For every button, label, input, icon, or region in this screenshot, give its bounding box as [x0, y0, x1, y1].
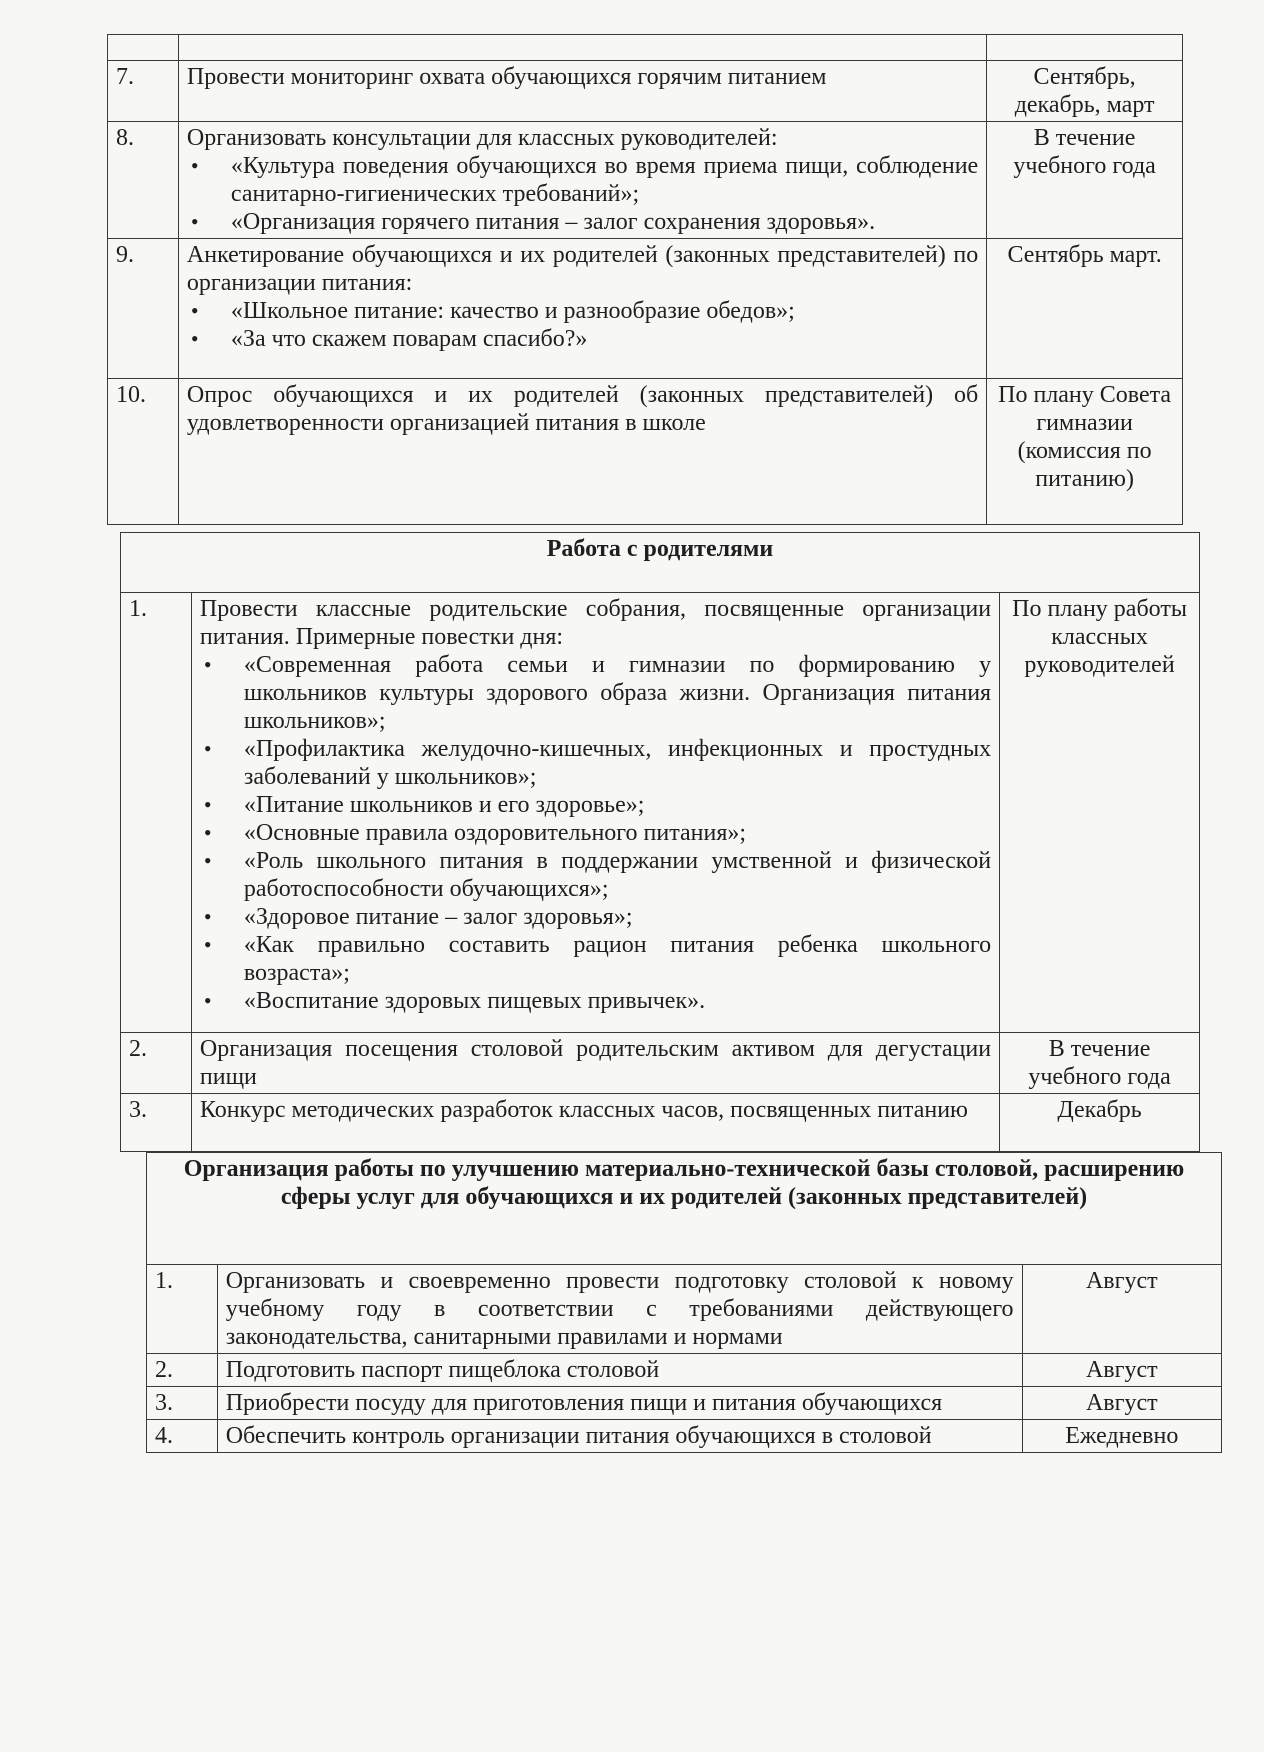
row-number: 3. [147, 1387, 218, 1420]
table-row [108, 379, 1183, 525]
row-term: По плану Совета гимназии (комиссия по питанию) [987, 379, 1183, 525]
list-item: • «Профилактика желудочно-кишечных, инфекционных и простудных заболеваний у школьников»; [244, 735, 991, 791]
table-row [147, 1354, 1222, 1387]
bullet-list [200, 651, 991, 1015]
row-number: 1. [147, 1265, 218, 1354]
table-row [147, 1387, 1222, 1420]
list-item: • «Современная работа семьи и гимназии по формированию у школьников культуры здорового образа жизни. Организация питания школьников»; [244, 651, 991, 735]
table-row [108, 61, 1183, 122]
row-term: По плану работы классных руководителей [1000, 593, 1200, 1033]
row-number: 7. [108, 61, 179, 122]
base-table [146, 1152, 1222, 1453]
list-item: • «За что скажем поварам спасибо?» [231, 325, 978, 353]
bullet-list [187, 297, 978, 353]
table-row [147, 1420, 1222, 1453]
bullet-list [187, 152, 978, 236]
table-row [121, 593, 1200, 1033]
row-term: Август [1022, 1387, 1221, 1420]
plan-table-continued [107, 34, 1183, 525]
row-term: Сентябрь март. [987, 239, 1183, 379]
row-text: Организовать и своевременно провести подготовку столовой к новому учебному году в соответствии с требованиями действующего законодательства, санитарными правилами и нормами [217, 1265, 1022, 1354]
row-number: 9. [108, 239, 179, 379]
row-number: 1. [121, 593, 192, 1033]
row-intro: Провести классные родительские собрания, посвященные организации питания. Примерные повестки дня: [199, 596, 992, 650]
row-text: Опрос обучающихся и их родителей (законных представителей) об удовлетворенности организацией питания в школе [178, 379, 986, 525]
row-number: 2. [147, 1354, 218, 1387]
row-term: Ежедневно [1022, 1420, 1221, 1453]
list-item: • «Воспитание здоровых пищевых привычек». [244, 987, 991, 1015]
row-text [178, 122, 986, 239]
row-number: 3. [121, 1094, 192, 1152]
list-item: • «Школьное питание: качество и разнообразие обедов»; [231, 297, 978, 325]
list-item: • «Культура поведения обучающихся во время приема пищи, соблюдение санитарно-гигиенических требований»; [231, 152, 978, 208]
list-item: • «Как правильно составить рацион питания ребенка школьного возраста»; [244, 931, 991, 987]
row-term: В течение учебного года [1000, 1033, 1200, 1094]
row-text [178, 239, 986, 379]
list-item: • «Роль школьного питания в поддержании умственной и физической работоспособности обучающихся»; [244, 847, 991, 903]
table-row [108, 239, 1183, 379]
row-text: Организация посещения столовой родительским активом для дегустации пищи [191, 1033, 999, 1094]
row-text: Конкурс методических разработок классных часов, посвященных питанию [191, 1094, 999, 1152]
table-row [108, 122, 1183, 239]
row-term: В течение учебного года [987, 122, 1183, 239]
row-number: 4. [147, 1420, 218, 1453]
list-item: • «Основные правила оздоровительного питания»; [244, 819, 991, 847]
list-item: • «Здоровое питание – залог здоровья»; [244, 903, 991, 931]
row-intro: Анкетирование обучающихся и их родителей (законных представителей) по организации питания: [186, 242, 979, 296]
section-header-row [147, 1153, 1222, 1265]
parents-table [120, 532, 1200, 1152]
row-intro: Организовать консультации для классных руководителей: [186, 125, 778, 151]
list-item: • «Организация горячего питания – залог сохранения здоровья». [231, 208, 978, 236]
table-row [121, 1094, 1200, 1152]
row-text: Провести мониторинг охвата обучающихся горячим питанием [178, 61, 986, 122]
row-text: Подготовить паспорт пищеблока столовой [217, 1354, 1022, 1387]
section-header-row [121, 533, 1200, 593]
table-row [147, 1265, 1222, 1354]
section-title: Работа с родителями [121, 533, 1200, 593]
row-term: Декабрь [1000, 1094, 1200, 1152]
row-text: Приобрести посуду для приготовления пищи и питания обучающихся [217, 1387, 1022, 1420]
row-number: 8. [108, 122, 179, 239]
row-term: Август [1022, 1265, 1221, 1354]
table-row [108, 35, 1183, 61]
section-title: Организация работы по улучшению материально-технической базы столовой, расширению сферы услуг для обучающихся и их родителей (законных представителей) [147, 1153, 1222, 1265]
row-text: Обеспечить контроль организации питания обучающихся в столовой [217, 1420, 1022, 1453]
row-text [191, 593, 999, 1033]
list-item: • «Питание школьников и его здоровье»; [244, 791, 991, 819]
row-term: Сентябрь, декабрь, март [987, 61, 1183, 122]
row-term: Август [1022, 1354, 1221, 1387]
row-number: 2. [121, 1033, 192, 1094]
table-row [121, 1033, 1200, 1094]
row-number: 10. [108, 379, 179, 525]
